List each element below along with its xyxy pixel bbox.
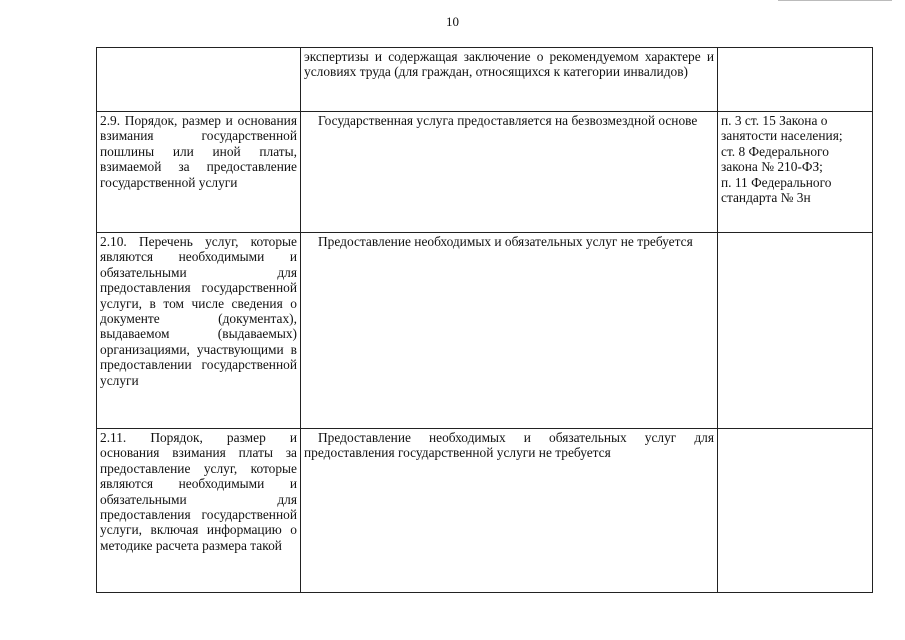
item-basis-cell bbox=[718, 233, 873, 429]
table-row bbox=[97, 429, 873, 593]
top-edge-line bbox=[778, 0, 892, 1]
item-content-text: Предоставление необходимых и обязательных услуг не требуется bbox=[318, 234, 693, 249]
item-content-text: экспертизы и содержащая заключение о рекомендуемом характере и условиях труда (для граждан, относящихся к категории инвалидов) bbox=[304, 49, 714, 80]
item-name-cell bbox=[97, 112, 301, 233]
item-name-cell bbox=[97, 48, 301, 112]
item-name-cell bbox=[97, 233, 301, 429]
item-content-cell bbox=[301, 48, 718, 112]
item-content-cell bbox=[301, 112, 718, 233]
item-name-cell bbox=[97, 429, 301, 593]
item-basis-cell bbox=[718, 429, 873, 593]
table-row bbox=[97, 112, 873, 233]
table-row bbox=[97, 48, 873, 112]
item-basis-cell bbox=[718, 112, 873, 233]
page-number: 10 bbox=[446, 14, 459, 29]
table-row bbox=[97, 233, 873, 429]
item-name-text: 2.9. Порядок, размер и основания взимания государственной пошлины или иной платы, взимаемой за предоставление государственной услуги bbox=[100, 113, 297, 190]
item-name-text: 2.10. Перечень услуг, которые являются необходимыми и обязательными для предоставления государственной услуги, в том числе сведения о документе (документах), выдаваемом (выдаваемых) организациями, участвующими в предоставлении государственной услуги bbox=[100, 234, 297, 388]
item-content-cell bbox=[301, 429, 718, 593]
item-content-text: Предоставление необходимых и обязательных услуг для предоставления государственной услуги не требуется bbox=[304, 430, 714, 461]
regulation-table bbox=[96, 47, 873, 593]
item-name-text: 2.11. Порядок, размер и основания взимания платы за предоставление услуг, которые являются необходимыми и обязательными для предоставления государственной услуги, включая информацию о методике расчета размера такой bbox=[100, 430, 297, 553]
item-basis-text: п. 3 ст. 15 Закона о занятости населения; ст. 8 Федерального закона № 210-ФЗ; п. 11 Федерального стандарта № 3н bbox=[721, 113, 843, 206]
item-content-text: Государственная услуга предоставляется на безвозмездной основе bbox=[318, 113, 698, 128]
item-content-cell bbox=[301, 233, 718, 429]
item-basis-cell bbox=[718, 48, 873, 112]
